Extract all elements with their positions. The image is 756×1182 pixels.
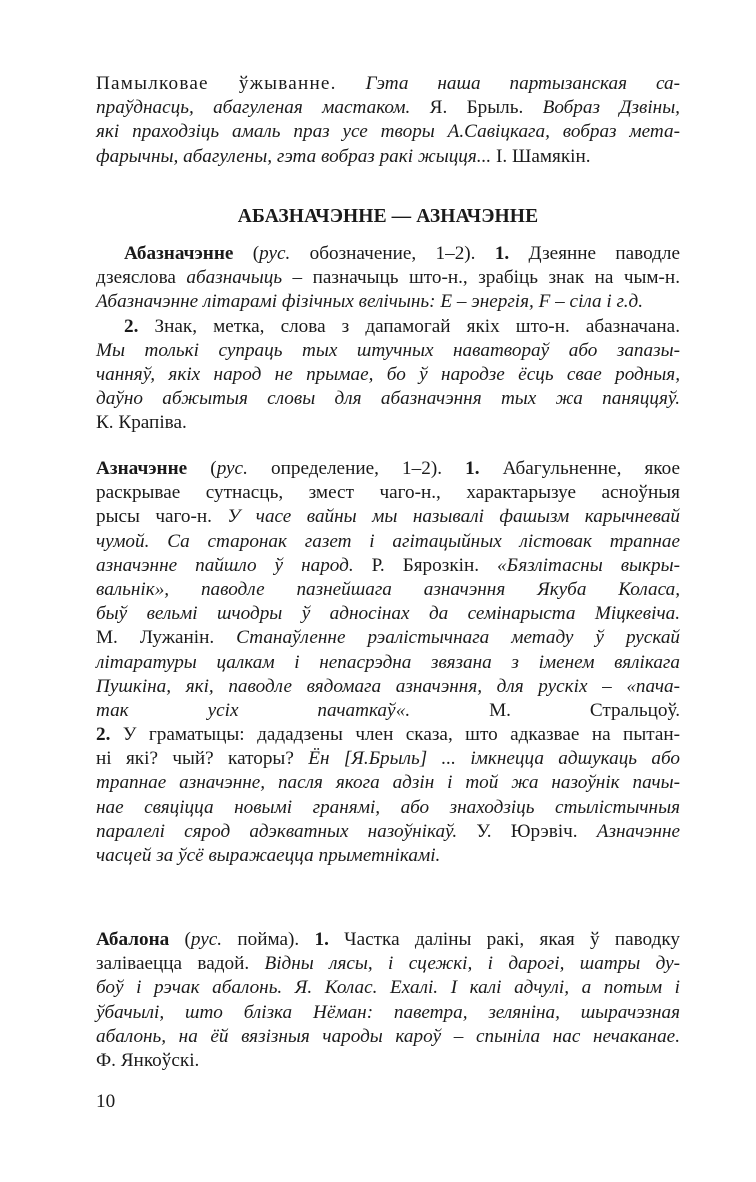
text-line <box>96 145 680 169</box>
text-line <box>96 120 680 144</box>
italic-text: Ён [Я.Брыль] ... імкнецца адшукаць або <box>308 748 680 770</box>
text-run: ( <box>187 458 217 479</box>
text-line <box>96 820 680 844</box>
page-number: 10 <box>96 1091 116 1112</box>
text-line <box>96 363 680 387</box>
text-run: ( <box>233 243 260 264</box>
italic-text: рус. <box>216 458 248 479</box>
entry-aznachenne <box>96 457 680 868</box>
text-line <box>96 578 680 602</box>
italic-text: Відны лясы, і сцежкі, і дарогі, шатры ду- <box>264 953 680 975</box>
text-run: М. Стральцоў. <box>410 699 680 721</box>
italic-text: рус. <box>190 929 223 950</box>
italic-text: боў і рэчак абалонь. Я. Колас. Ехалі. І калі адчулі, а потым і <box>96 977 680 999</box>
text-line <box>96 1049 680 1073</box>
text-run: Абагульненне, якое <box>479 458 680 479</box>
text-run: Частка даліны ракі, якая ў паводку <box>328 929 680 950</box>
italic-text: фарычны, абагулены, гэта вобраз ракі жыцця... <box>96 145 492 167</box>
text-line <box>96 96 680 120</box>
text-run: К. Крапіва. <box>96 412 187 434</box>
bold-term: Абалона <box>96 929 170 950</box>
italic-text: абазначыць <box>186 267 283 289</box>
italic-text: ўбачылі, што блізка Нёман: паветра, зеляніна, шырачэзная <box>96 1001 680 1023</box>
text-line <box>96 505 680 529</box>
italic-text: даўно абжытыя словы для абазначэння тых жа паняццяў. <box>96 388 680 410</box>
italic-text: «Бязлітасны выкры- <box>497 554 680 576</box>
text-run: ( <box>169 929 191 950</box>
italic-text: вальнік», паводле пазнейшага азначэння Якуба Коласа, <box>96 578 680 600</box>
text-line <box>96 1025 680 1049</box>
text-line <box>96 952 680 976</box>
italic-text: праўднасць, абагуленая мастаком. <box>96 97 411 119</box>
italic-text: паралелі сярод адэкватных назоўнікаў. <box>96 820 458 842</box>
text-line <box>96 387 680 411</box>
bold-term: 1. <box>465 458 480 479</box>
italic-text: рус. <box>259 243 291 264</box>
text-run: рысы чаго-н. <box>96 506 228 528</box>
text-line <box>96 602 680 626</box>
text-line <box>96 976 680 1000</box>
bold-term: 1. <box>494 243 510 264</box>
text-run: дзеяслова <box>96 267 187 289</box>
text-line <box>96 339 680 363</box>
italic-text: нае свяціцца новымі гранямі, або знаходзіць стылістычныя <box>96 796 680 818</box>
italic-text: літаратуры цалкам і непасрэдна звязана з іменем вялікага <box>96 651 680 673</box>
italic-text: Мы толькі супраць тых штучных наватвораў або запазы- <box>96 339 680 361</box>
text-run: Дзеянне паводле <box>509 243 681 264</box>
italic-text: абалонь, на ёй вязізныя чароды кароў – спыніла нас нечаканае. <box>96 1025 680 1047</box>
text-run: Знак, метка, слова з дапамогай якіх што-н. абазначана. <box>138 315 680 337</box>
bold-term: Азначэнне <box>96 458 188 479</box>
text-run: обозначение, 1–2). <box>290 243 495 264</box>
text-run: Я. Брыль. <box>410 97 543 119</box>
text-run: Ф. Янкоўскі. <box>96 1049 200 1071</box>
text-line <box>96 242 680 266</box>
text-line <box>96 626 680 650</box>
text-line <box>96 747 680 771</box>
italic-text: Станаўленне рэалістычнага метаду ў рускай <box>236 627 681 649</box>
italic-text: чумой. Са старонак газет і агітацыйных лістовак трапнае <box>96 530 680 552</box>
text-run: У граматыцы: дададзены член сказа, што адказвае на пытан- <box>110 724 680 746</box>
text-run: пойма). <box>222 929 315 950</box>
italic-text: так усіх пачаткаў«. <box>96 699 411 721</box>
text-run: Р. Бярозкін. <box>353 554 498 576</box>
text-line <box>96 457 680 481</box>
text-run: М. Лужанін. <box>96 627 237 649</box>
bold-term: Абазначэнне <box>124 243 234 264</box>
text-run: І. Шамякін. <box>491 145 591 167</box>
text-line <box>96 315 680 339</box>
text-line <box>96 699 680 723</box>
italic-text: Гэта наша партызанская са- <box>365 73 680 94</box>
text-run: заліваецца вадой. <box>96 953 265 975</box>
text-run: – пазначыць што-н., зрабіць знак на чым-н. <box>282 267 680 289</box>
italic-text: Абазначэнне літарамі фізічных велічынь: Е – энергія, F – сіла і г.д. <box>96 291 644 313</box>
text-line <box>96 1001 680 1025</box>
italic-text: чанняў, якіх народ не прымае, бо ў народзе ёсць свае родныя, <box>96 363 680 385</box>
paragraph-misuse-examples <box>96 72 680 169</box>
text-line <box>96 266 680 290</box>
text-run: Памылковае ўжыванне. <box>96 73 337 94</box>
text-line <box>96 928 680 952</box>
text-run: ні які? чый? каторы? <box>96 748 309 770</box>
text-run: определение, 1–2). <box>247 458 466 479</box>
text-line <box>96 675 680 699</box>
section-heading-abaznachenne: АБАЗНАЧЭННЕ — АЗНАЧЭННЕ <box>237 206 539 227</box>
text-line <box>96 771 680 795</box>
text-line <box>96 411 680 435</box>
text-line <box>96 72 680 96</box>
italic-text: Пушкіна, які, паводле вядомага азначэння, для рускіх – «пача- <box>96 675 680 697</box>
text-run: раскрывае сутнасць, змест чаго-н., характарызуе асноўныя <box>96 482 680 504</box>
bold-term: 1. <box>314 929 329 950</box>
italic-text: трапнае азначэнне, пасля якога адзін і той жа назоўнік пачы- <box>96 772 680 794</box>
text-line <box>96 290 680 314</box>
entry-abaznachenne <box>96 242 680 436</box>
text-line <box>96 481 680 505</box>
text-line <box>96 554 680 578</box>
italic-text: быў вельмі шчодры ў адносінах да семінарыста Міцкевіча. <box>96 603 680 625</box>
italic-text: часцей за ўсё выражаецца прыметнікамі. <box>96 845 441 866</box>
italic-text: У часе вайны мы называлі фашызм карычневай <box>227 506 681 528</box>
italic-text: азначэнне пайшло ў народ. <box>96 554 354 576</box>
text-line <box>96 796 680 820</box>
text-line <box>96 651 680 675</box>
bold-term: 2. <box>96 724 111 746</box>
bold-term: 2. <box>124 315 139 337</box>
text-line <box>96 723 680 747</box>
italic-text: які праходзіць амаль праз усе творы А.Савіцкага, вобраз мета- <box>96 121 680 143</box>
text-run: У. Юрэвіч. <box>457 820 597 842</box>
italic-text: Вобраз Дзвіны, <box>542 97 680 119</box>
text-line <box>96 844 680 868</box>
italic-text: Азначэнне <box>596 820 680 842</box>
text-line <box>96 530 680 554</box>
text-run <box>337 73 366 94</box>
entry-abalona <box>96 928 680 1073</box>
